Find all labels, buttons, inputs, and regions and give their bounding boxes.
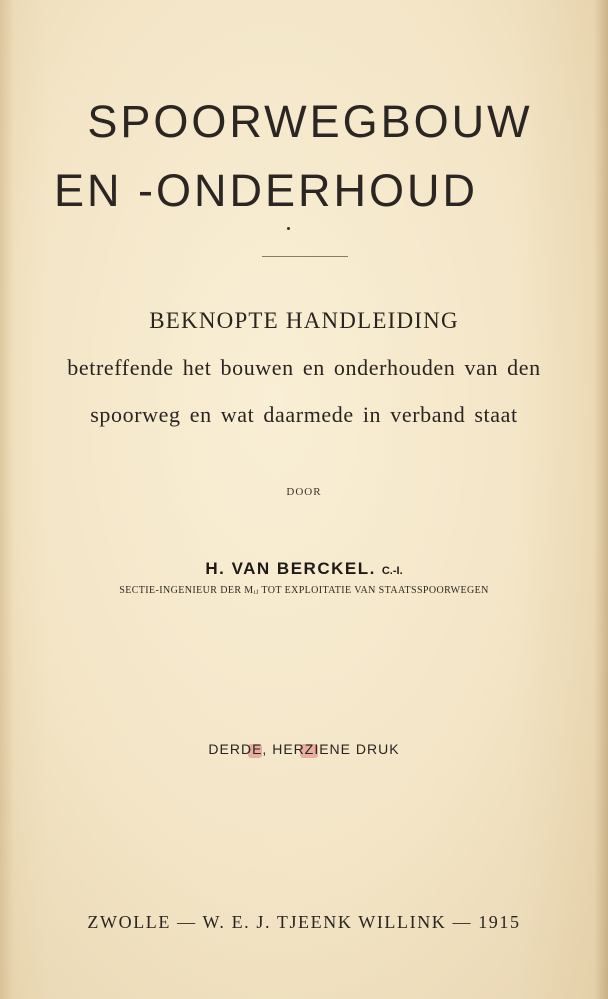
book-title-line-1: SPOORWEGBOUW (87, 96, 533, 147)
page-edge-shadow-right (594, 0, 608, 999)
byline-label: DOOR (286, 486, 322, 498)
author-name: H. VAN BERCKEL. (205, 559, 376, 578)
author-affiliation: SECTIE-INGENIEUR DER Mᵢⱼ TOT EXPLOITATIE VAN STAATSSPOORWEGEN (119, 585, 489, 596)
edition-statement: DERDE, HERZIENE DRUK (208, 741, 400, 757)
author-line (0, 559, 608, 579)
publisher-imprint: ZWOLLE — W. E. J. TJEENK WILLINK — 1915 (87, 912, 521, 932)
book-title-line-2: EN -ONDERHOUD (54, 165, 479, 216)
title-divider (262, 256, 348, 257)
page-edge-shadow-left (0, 0, 14, 999)
subtitle: BEKNOPTE HANDLEIDING (149, 308, 459, 333)
author-title-suffix: C.-I. (381, 565, 403, 577)
ornament-dot (287, 227, 290, 230)
description-line-2: spoorweg en wat daarmede in verband staat (90, 402, 518, 427)
description-line-1: betreffende het bouwen en onderhouden van den (67, 355, 541, 380)
